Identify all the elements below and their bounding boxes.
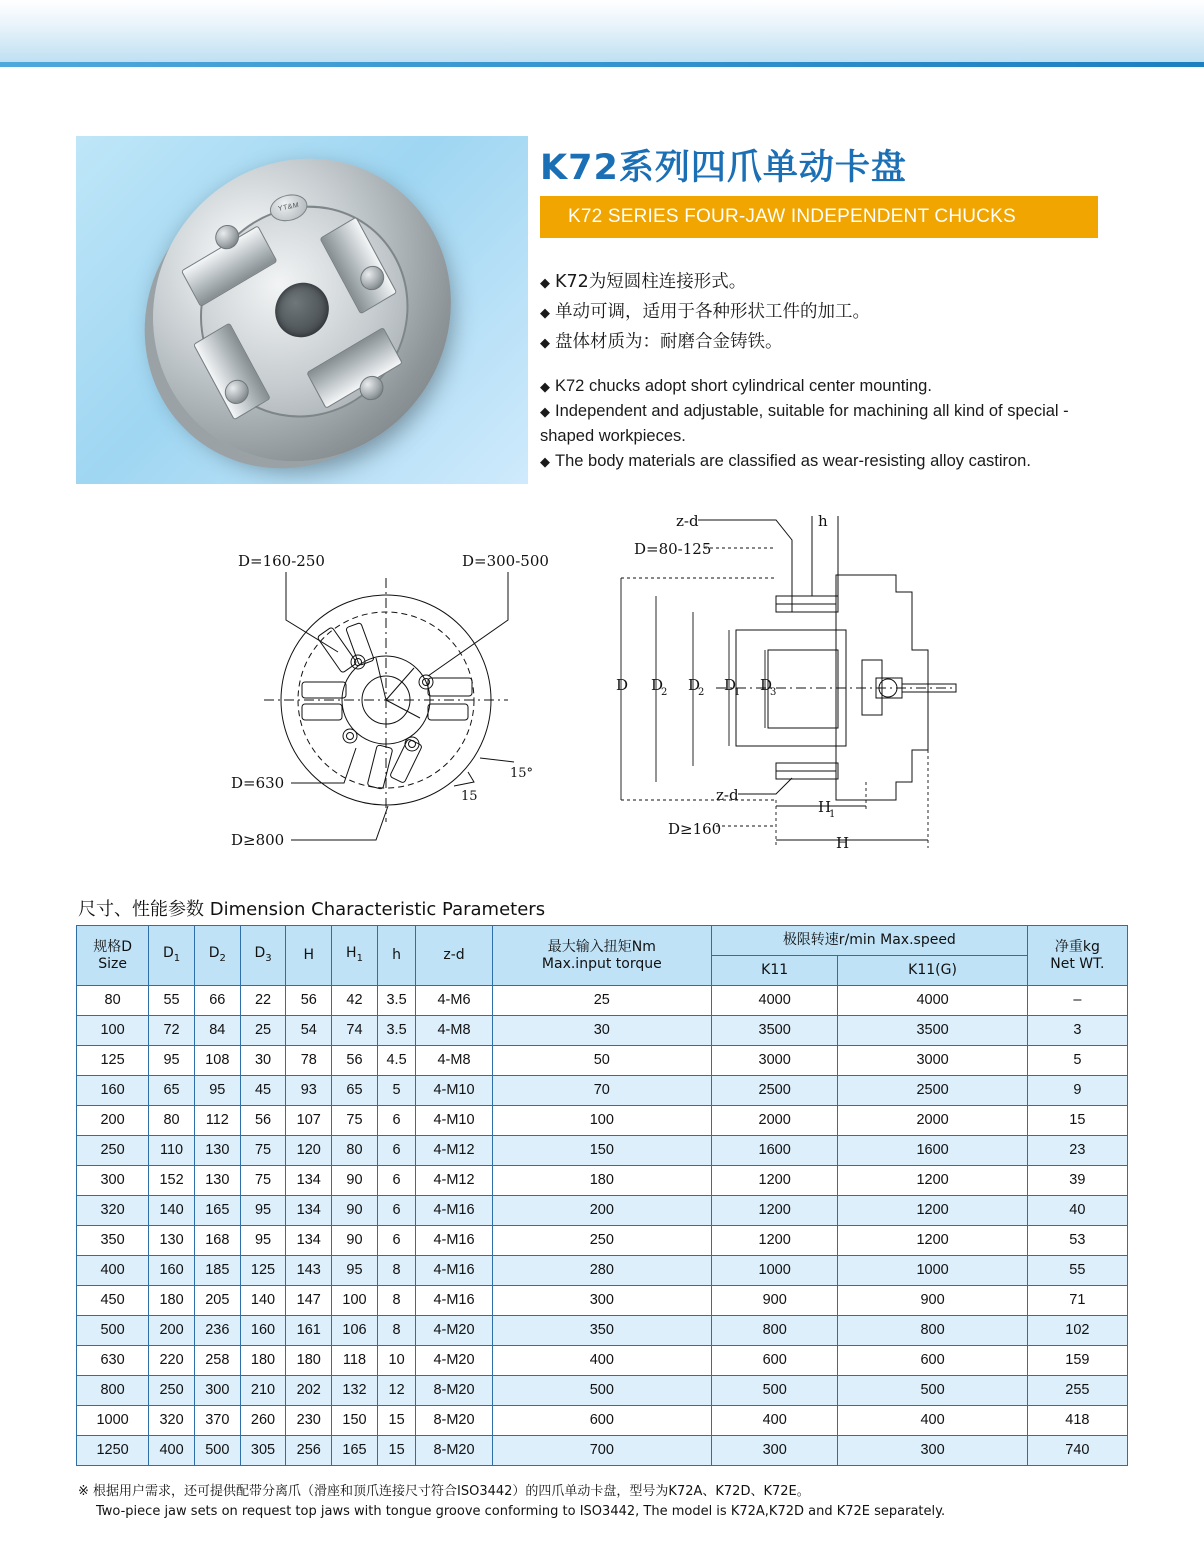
cell-d1: 140 xyxy=(149,1196,195,1226)
cell-h: 107 xyxy=(286,1106,332,1136)
cell-weight: 15 xyxy=(1027,1106,1127,1136)
svg-text:1: 1 xyxy=(734,687,741,698)
cell-zd: 8-M20 xyxy=(416,1436,492,1466)
cell-d2: 258 xyxy=(194,1346,240,1376)
cell-zd: 4-M8 xyxy=(416,1016,492,1046)
cell-d1: 400 xyxy=(149,1436,195,1466)
cell-zd: 4-M6 xyxy=(416,986,492,1016)
cell-h1: 106 xyxy=(332,1316,378,1346)
cell-d1: 95 xyxy=(149,1046,195,1076)
cell-torque: 280 xyxy=(492,1256,711,1286)
cell-zd: 8-M20 xyxy=(416,1406,492,1436)
cell-torque: 400 xyxy=(492,1346,711,1376)
cell-k11g: 500 xyxy=(838,1376,1027,1406)
svg-text:2: 2 xyxy=(661,687,668,698)
cell-k11: 3000 xyxy=(711,1046,838,1076)
cell-d2: 108 xyxy=(194,1046,240,1076)
page-top-band xyxy=(0,0,1204,62)
cell-d2: 300 xyxy=(194,1376,240,1406)
cell-d2: 112 xyxy=(194,1106,240,1136)
diamond-bullet-icon: ◆ xyxy=(540,404,550,419)
th-h-low: h xyxy=(377,926,415,986)
cell-k11: 4000 xyxy=(711,986,838,1016)
feature-zh-item xyxy=(540,328,1110,358)
cell-zd: 4-M10 xyxy=(416,1076,492,1106)
cell-size: 80 xyxy=(77,986,149,1016)
cell-d2: 370 xyxy=(194,1406,240,1436)
label-d80-125: D=80-125 xyxy=(634,540,712,558)
cell-weight: 3 xyxy=(1027,1016,1127,1046)
brand-hub-mark: YT&M xyxy=(268,191,309,224)
cell-torque: 25 xyxy=(492,986,711,1016)
th-speed-k11g: K11(G) xyxy=(838,956,1027,986)
cell-k11g: 1200 xyxy=(838,1226,1027,1256)
cell-size: 320 xyxy=(77,1196,149,1226)
cell-h: 78 xyxy=(286,1046,332,1076)
table-row xyxy=(77,986,1128,1016)
section-view-body xyxy=(716,575,956,800)
cell-h-low: 15 xyxy=(377,1406,415,1436)
cell-size: 160 xyxy=(77,1076,149,1106)
cell-k11g: 3500 xyxy=(838,1016,1027,1046)
cell-h1: 56 xyxy=(332,1046,378,1076)
th-weight: 净重kg Net WT. xyxy=(1027,926,1127,986)
label-D: D xyxy=(616,676,629,694)
cell-h1: 95 xyxy=(332,1256,378,1286)
cell-zd: 4-M16 xyxy=(416,1196,492,1226)
cell-d1: 320 xyxy=(149,1406,195,1436)
cell-k11g: 4000 xyxy=(838,986,1027,1016)
cell-k11: 3500 xyxy=(711,1016,838,1046)
cell-h: 93 xyxy=(286,1076,332,1106)
cell-d1: 250 xyxy=(149,1376,195,1406)
cell-zd: 4-M12 xyxy=(416,1166,492,1196)
cell-size: 300 xyxy=(77,1166,149,1196)
cell-torque: 70 xyxy=(492,1076,711,1106)
cell-size: 800 xyxy=(77,1376,149,1406)
cell-d1: 220 xyxy=(149,1346,195,1376)
cell-h1: 90 xyxy=(332,1166,378,1196)
cell-size: 100 xyxy=(77,1016,149,1046)
cell-d2: 165 xyxy=(194,1196,240,1226)
th-d3: $D_3$ xyxy=(240,926,286,986)
diamond-bullet-icon: ◆ xyxy=(540,276,550,291)
cell-torque: 700 xyxy=(492,1436,711,1466)
th-d1: $D_1$ xyxy=(149,926,195,986)
cell-d3: 160 xyxy=(240,1316,286,1346)
th-speed-k11: K11 xyxy=(711,956,838,986)
cell-d3: 140 xyxy=(240,1286,286,1316)
cell-d3: 180 xyxy=(240,1346,286,1376)
cell-h1: 90 xyxy=(332,1226,378,1256)
cell-d3: 75 xyxy=(240,1136,286,1166)
cell-d2: 84 xyxy=(194,1016,240,1046)
cell-zd: 4-M16 xyxy=(416,1286,492,1316)
cell-d1: 130 xyxy=(149,1226,195,1256)
cell-h: 147 xyxy=(286,1286,332,1316)
cell-d2: 236 xyxy=(194,1316,240,1346)
table-row xyxy=(77,1436,1128,1466)
table-body xyxy=(77,986,1128,1466)
feature-zh-text: K72为短圆柱连接形式。 xyxy=(555,272,747,292)
cell-size: 250 xyxy=(77,1136,149,1166)
feature-en-item xyxy=(540,449,1110,474)
cell-d1: 65 xyxy=(149,1076,195,1106)
cell-k11: 800 xyxy=(711,1316,838,1346)
cell-h-low: 5 xyxy=(377,1076,415,1106)
table-row xyxy=(77,1016,1128,1046)
cell-h: 202 xyxy=(286,1376,332,1406)
cell-k11g: 800 xyxy=(838,1316,1027,1346)
table-caption: 尺寸、性能参数 Dimension Characteristic Parameters xyxy=(78,899,546,920)
chuck-body xyxy=(134,136,471,484)
cell-weight: 255 xyxy=(1027,1376,1127,1406)
cell-size: 400 xyxy=(77,1256,149,1286)
cell-k11g: 300 xyxy=(838,1436,1027,1466)
cell-weight: 9 xyxy=(1027,1076,1127,1106)
cell-zd: 4-M10 xyxy=(416,1106,492,1136)
cell-torque: 100 xyxy=(492,1106,711,1136)
cell-torque: 50 xyxy=(492,1046,711,1076)
label-zd-bottom: z-d xyxy=(716,786,739,804)
cell-d1: 72 xyxy=(149,1016,195,1046)
label-d630: D=630 xyxy=(231,774,285,792)
chuck-jaw xyxy=(193,322,271,420)
cell-h-low: 6 xyxy=(377,1106,415,1136)
cell-h1: 118 xyxy=(332,1346,378,1376)
cell-d1: 55 xyxy=(149,986,195,1016)
cell-k11: 1000 xyxy=(711,1256,838,1286)
cell-d1: 110 xyxy=(149,1136,195,1166)
diamond-bullet-icon: ◆ xyxy=(540,379,550,394)
cell-torque: 30 xyxy=(492,1016,711,1046)
cell-torque: 300 xyxy=(492,1286,711,1316)
cell-h: 256 xyxy=(286,1436,332,1466)
cell-torque: 250 xyxy=(492,1226,711,1256)
cell-weight: 53 xyxy=(1027,1226,1127,1256)
table-row xyxy=(77,1046,1128,1076)
cell-weight: 102 xyxy=(1027,1316,1127,1346)
cell-h1: 74 xyxy=(332,1016,378,1046)
cell-k11g: 3000 xyxy=(838,1046,1027,1076)
diamond-bullet-icon: ◆ xyxy=(540,454,550,469)
label-h: h xyxy=(818,512,828,530)
table-row xyxy=(77,1346,1128,1376)
table-row xyxy=(77,1076,1128,1106)
specification-table xyxy=(76,925,1128,1466)
table-row xyxy=(77,1106,1128,1136)
cell-k11: 900 xyxy=(711,1286,838,1316)
cell-zd: 4-M16 xyxy=(416,1256,492,1286)
cell-h-low: 4.5 xyxy=(377,1046,415,1076)
cell-d1: 200 xyxy=(149,1316,195,1346)
cell-k11g: 900 xyxy=(838,1286,1027,1316)
table-row xyxy=(77,1286,1128,1316)
cell-d3: 45 xyxy=(240,1076,286,1106)
cell-h1: 150 xyxy=(332,1406,378,1436)
label-D2a: D xyxy=(651,676,664,694)
table-row xyxy=(77,1316,1128,1346)
label-D2b: D xyxy=(688,676,701,694)
label-d160: D≥160 xyxy=(668,820,722,838)
svg-text:2: 2 xyxy=(698,687,705,698)
cell-torque: 500 xyxy=(492,1376,711,1406)
label-d300-500: D=300-500 xyxy=(462,552,549,570)
cell-d1: 160 xyxy=(149,1256,195,1286)
label-d160-250: D=160-250 xyxy=(238,552,325,570)
cell-d2: 95 xyxy=(194,1076,240,1106)
feature-zh-text: 单动可调，适用于各种形状工件的加工。 xyxy=(555,302,870,322)
cell-torque: 150 xyxy=(492,1136,711,1166)
cell-weight: 5 xyxy=(1027,1046,1127,1076)
th-d2: $D_2$ xyxy=(194,926,240,986)
cell-h-low: 15 xyxy=(377,1436,415,1466)
cell-h: 134 xyxy=(286,1166,332,1196)
cell-k11g: 1200 xyxy=(838,1196,1027,1226)
cell-zd: 4-M16 xyxy=(416,1226,492,1256)
cell-size: 500 xyxy=(77,1316,149,1346)
table-row xyxy=(77,1136,1128,1166)
th-torque: 最大输入扭矩Nm Max.input torque xyxy=(492,926,711,986)
cell-k11: 1200 xyxy=(711,1226,838,1256)
cell-h1: 42 xyxy=(332,986,378,1016)
cell-k11g: 2000 xyxy=(838,1106,1027,1136)
feature-en-text: The body materials are classified as wear-resisting alloy castiron. xyxy=(555,452,1031,470)
page-title-zh: K72系列四爪单动卡盘 xyxy=(540,148,907,188)
cell-d3: 210 xyxy=(240,1376,286,1406)
cell-h-low: 6 xyxy=(377,1166,415,1196)
section-view-height-dims xyxy=(776,750,928,848)
feature-zh-item xyxy=(540,268,1110,298)
cell-size: 450 xyxy=(77,1286,149,1316)
th-h1: $H_1$ xyxy=(332,926,378,986)
cell-d2: 130 xyxy=(194,1166,240,1196)
cell-k11g: 1600 xyxy=(838,1136,1027,1166)
cell-h1: 165 xyxy=(332,1436,378,1466)
technical-drawings xyxy=(76,500,1128,880)
cell-size: 200 xyxy=(77,1106,149,1136)
cell-size: 1000 xyxy=(77,1406,149,1436)
cell-torque: 600 xyxy=(492,1406,711,1436)
cell-h-low: 3.5 xyxy=(377,986,415,1016)
cell-h1: 75 xyxy=(332,1106,378,1136)
feature-en-text: Independent and adjustable, suitable for machining all kind of special -shaped workpieces. xyxy=(540,402,1069,445)
feature-zh-text: 盘体材质为：耐磨合金铸铁。 xyxy=(555,332,783,352)
product-photo xyxy=(76,136,528,484)
footnote-line-en: Two-piece jaw sets on request top jaws with tongue groove conforming to ISO3442, The model is K72A,K72D and K72E separately. xyxy=(96,1504,946,1519)
table-header-row-1 xyxy=(77,926,1128,956)
cell-k11g: 2500 xyxy=(838,1076,1027,1106)
cell-weight: 39 xyxy=(1027,1166,1127,1196)
cell-k11g: 400 xyxy=(838,1406,1027,1436)
cell-h-low: 6 xyxy=(377,1196,415,1226)
label-angle-15deg: 15° xyxy=(510,766,534,781)
cell-weight: 55 xyxy=(1027,1256,1127,1286)
th-zd: z-d xyxy=(416,926,492,986)
cell-weight: 159 xyxy=(1027,1346,1127,1376)
cell-d2: 168 xyxy=(194,1226,240,1256)
feature-list xyxy=(540,268,1110,474)
feature-en-item xyxy=(540,374,1110,399)
th-size: 规格D Size xyxy=(77,926,149,986)
footnote-line-zh: ※ 根据用户需求，还可提供配带分离爪（滑座和顶爪连接尺寸符合ISO3442）的四爪单动卡盘，型号为K72A、K72D、K72E。 xyxy=(78,1484,810,1499)
cell-k11: 600 xyxy=(711,1346,838,1376)
table-row xyxy=(77,1166,1128,1196)
cell-weight: 740 xyxy=(1027,1436,1127,1466)
chuck-jaw xyxy=(319,217,397,315)
front-view-bolts xyxy=(343,655,433,751)
cell-torque: 200 xyxy=(492,1196,711,1226)
cell-d2: 205 xyxy=(194,1286,240,1316)
label-H1: H xyxy=(818,798,832,816)
table-row xyxy=(77,1406,1128,1436)
label-zd-top: z-d xyxy=(676,512,699,530)
table-row xyxy=(77,1376,1128,1406)
cell-h-low: 3.5 xyxy=(377,1016,415,1046)
cell-h1: 90 xyxy=(332,1196,378,1226)
cell-h: 230 xyxy=(286,1406,332,1436)
cell-d3: 95 xyxy=(240,1196,286,1226)
cell-h: 54 xyxy=(286,1016,332,1046)
cell-h1: 132 xyxy=(332,1376,378,1406)
cell-d1: 180 xyxy=(149,1286,195,1316)
diamond-bullet-icon: ◆ xyxy=(540,306,550,321)
cell-h: 120 xyxy=(286,1136,332,1166)
cell-k11: 300 xyxy=(711,1436,838,1466)
cell-k11g: 1200 xyxy=(838,1166,1027,1196)
cell-d3: 305 xyxy=(240,1436,286,1466)
cell-size: 1250 xyxy=(77,1436,149,1466)
feature-zh-item xyxy=(540,298,1110,328)
table-row xyxy=(77,1196,1128,1226)
feature-en-list xyxy=(540,374,1110,474)
cell-h: 56 xyxy=(286,986,332,1016)
cell-h: 134 xyxy=(286,1226,332,1256)
cell-h1: 80 xyxy=(332,1136,378,1166)
chuck-jaw xyxy=(306,327,403,409)
cell-size: 125 xyxy=(77,1046,149,1076)
cell-weight: 40 xyxy=(1027,1196,1127,1226)
diamond-bullet-icon: ◆ xyxy=(540,336,550,351)
cell-d3: 260 xyxy=(240,1406,286,1436)
front-view-hub-spokes xyxy=(376,658,420,718)
front-view-leader-lines xyxy=(286,572,514,840)
cell-size: 350 xyxy=(77,1226,149,1256)
cell-weight: 418 xyxy=(1027,1406,1127,1436)
table-row xyxy=(77,1226,1128,1256)
cell-d3: 125 xyxy=(240,1256,286,1286)
page-title-en: K72 SERIES FOUR-JAW INDEPENDENT CHUCKS xyxy=(568,206,1016,227)
cell-weight: 71 xyxy=(1027,1286,1127,1316)
cell-h1: 100 xyxy=(332,1286,378,1316)
page-top-rule xyxy=(0,62,1204,67)
cell-d2: 130 xyxy=(194,1136,240,1166)
cell-k11g: 1000 xyxy=(838,1256,1027,1286)
feature-en-item xyxy=(540,399,1110,449)
cell-k11: 1200 xyxy=(711,1166,838,1196)
cell-d3: 25 xyxy=(240,1016,286,1046)
cell-h-low: 6 xyxy=(377,1136,415,1166)
th-h-cap: H xyxy=(286,926,332,986)
cell-d1: 80 xyxy=(149,1106,195,1136)
cell-k11: 2000 xyxy=(711,1106,838,1136)
cell-d3: 30 xyxy=(240,1046,286,1076)
cell-torque: 350 xyxy=(492,1316,711,1346)
cell-size: 630 xyxy=(77,1346,149,1376)
table-header xyxy=(77,926,1128,986)
cell-d2: 185 xyxy=(194,1256,240,1286)
label-D1: D xyxy=(724,676,737,694)
cell-d3: 95 xyxy=(240,1226,286,1256)
cell-h: 143 xyxy=(286,1256,332,1286)
cell-k11: 400 xyxy=(711,1406,838,1436)
cell-zd: 8-M20 xyxy=(416,1376,492,1406)
label-H: H xyxy=(836,834,850,852)
cell-h: 180 xyxy=(286,1346,332,1376)
svg-text:3: 3 xyxy=(770,687,777,698)
cell-h1: 65 xyxy=(332,1076,378,1106)
cell-d1: 152 xyxy=(149,1166,195,1196)
label-D3: D xyxy=(760,676,773,694)
cell-weight: 23 xyxy=(1027,1136,1127,1166)
cell-h-low: 6 xyxy=(377,1226,415,1256)
cell-zd: 4-M20 xyxy=(416,1316,492,1346)
cell-zd: 4-M20 xyxy=(416,1346,492,1376)
cell-d3: 22 xyxy=(240,986,286,1016)
table-row xyxy=(77,1256,1128,1286)
cell-weight: – xyxy=(1027,986,1127,1016)
cell-k11: 500 xyxy=(711,1376,838,1406)
cell-k11: 2500 xyxy=(711,1076,838,1106)
cell-h-low: 10 xyxy=(377,1346,415,1376)
cell-d3: 75 xyxy=(240,1166,286,1196)
cell-h-low: 8 xyxy=(377,1286,415,1316)
cell-k11: 1600 xyxy=(711,1136,838,1166)
label-d800: D≥800 xyxy=(231,831,285,849)
cell-h-low: 8 xyxy=(377,1256,415,1286)
cell-h: 134 xyxy=(286,1196,332,1226)
th-speed: 极限转速r/min Max.speed xyxy=(711,926,1027,956)
label-angle-15: 15 xyxy=(461,789,478,804)
svg-text:1: 1 xyxy=(829,809,836,820)
cell-torque: 180 xyxy=(492,1166,711,1196)
feature-en-text: K72 chucks adopt short cylindrical center mounting. xyxy=(555,377,932,395)
cell-d3: 56 xyxy=(240,1106,286,1136)
cell-zd: 4-M8 xyxy=(416,1046,492,1076)
footnote xyxy=(78,1482,1118,1522)
cell-d2: 500 xyxy=(194,1436,240,1466)
cell-h-low: 12 xyxy=(377,1376,415,1406)
cell-h-low: 8 xyxy=(377,1316,415,1346)
cell-zd: 4-M12 xyxy=(416,1136,492,1166)
cell-k11g: 600 xyxy=(838,1346,1027,1376)
cell-k11: 1200 xyxy=(711,1196,838,1226)
cell-d2: 66 xyxy=(194,986,240,1016)
cell-h: 161 xyxy=(286,1316,332,1346)
